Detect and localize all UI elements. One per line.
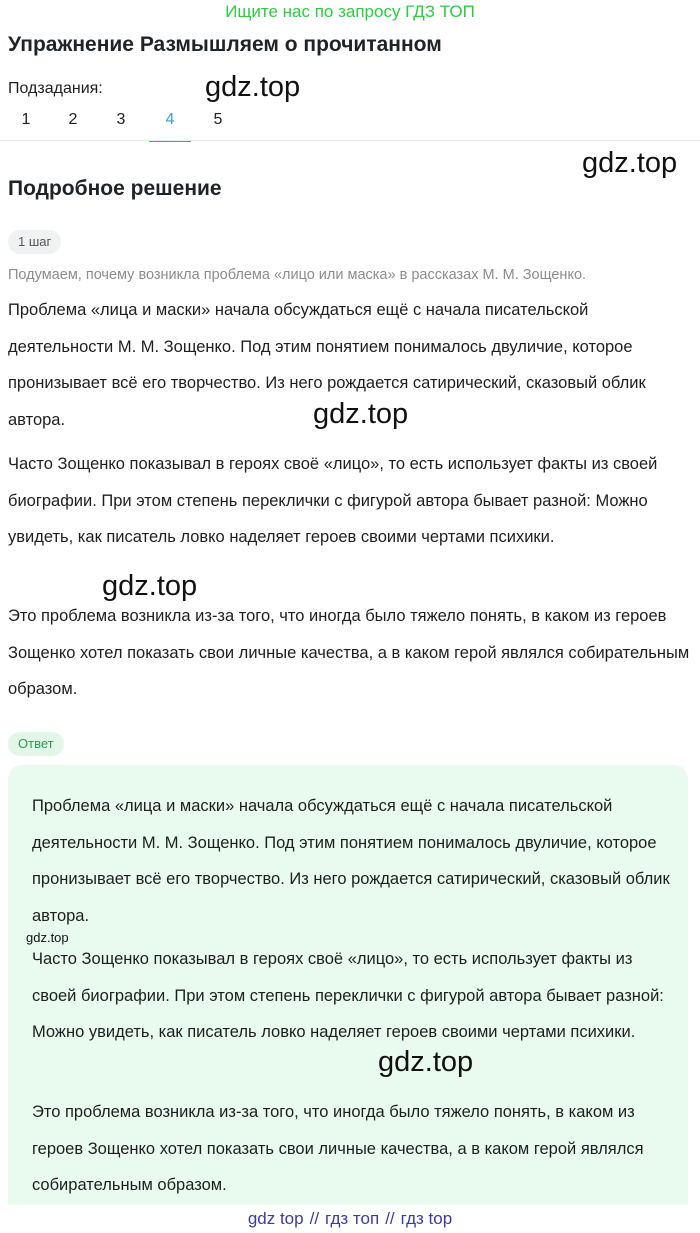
step-hint: Подумаем, почему возникла проблема «лицо или маска» в рассказах М. М. Зощенко.: [8, 267, 587, 283]
watermark: gdz.top: [378, 1046, 474, 1078]
footer-separator: //: [385, 1209, 395, 1228]
tab-subtask-2[interactable]: 2: [68, 111, 78, 128]
solution-paragraph: Часто Зощенко показывал в героях своё «лицо», то есть использует факты из своей биографии. При этом степень переклички с фигурой автора бывает разной: Можно увидеть, как писатель ловко наделяет героев своими чертами психики.: [8, 455, 658, 546]
tabs-divider: [0, 140, 700, 141]
watermark: gdz.top: [205, 71, 301, 103]
solution-heading: Подробное решение: [8, 177, 222, 200]
step-badge: 1 шаг: [8, 230, 61, 254]
footer-link[interactable]: gdz top: [247, 1209, 304, 1228]
footer-separator: //: [309, 1209, 320, 1228]
page-title: Упражнение Размышляем о прочитанном: [8, 33, 442, 56]
footer-link[interactable]: гдз top: [400, 1209, 453, 1228]
answer-paragraph: Это проблема возникла из-за того, что иногда было тяжело понять, в каком из героев Зощенко хотел показать свои личные качества, а в каком герой являлся собирательным образом.: [32, 1103, 644, 1194]
footer-link[interactable]: гдз топ: [325, 1209, 380, 1228]
tab-subtask-4[interactable]: 4: [149, 106, 191, 142]
tab-subtask-1[interactable]: 1: [21, 111, 31, 128]
footer-links: [0, 1206, 700, 1233]
search-banner: Ищите нас по запросу ГДЗ ТОП: [225, 2, 475, 21]
solution-paragraph: Проблема «лица и маски» начала обсуждаться ещё с начала писательской деятельности М. М. Зощенко. Под этим понятием понималось двуличие, которое пронизывает всё его творчество. Из него рождается сатирический, сказовый облик автора.: [8, 301, 646, 429]
watermark: gdz.top: [582, 147, 678, 179]
solution-paragraph: Это проблема возникла из-за того, что иногда было тяжело понять, в каком из героев Зощенко хотел показать свои личные качества, а в каком герой являлся собирательным образом.: [8, 607, 690, 698]
answer-paragraph: Часто Зощенко показывал в героях своё «лицо», то есть использует факты из своей биографии. При этом степень переклички с фигурой автора бывает разной: Можно увидеть, как писатель ловко наделяет героев своими чертами психики.: [32, 950, 664, 1041]
tab-subtask-3[interactable]: 3: [116, 111, 126, 128]
subtasks-label: Подзадания:: [8, 80, 103, 97]
answer-badge: Ответ: [8, 732, 64, 756]
watermark: gdz.top: [313, 398, 409, 430]
tab-subtask-5[interactable]: 5: [213, 111, 223, 128]
answer-paragraph: Проблема «лица и маски» начала обсуждаться ещё с начала писательской деятельности М. М. Зощенко. Под этим понятием понималось двуличие, которое пронизывает всё его творчество. Из него рождается сатирический, сказовый облик автора.: [32, 797, 670, 925]
watermark: gdz.top: [102, 570, 198, 602]
watermark: gdz.top: [26, 930, 69, 945]
